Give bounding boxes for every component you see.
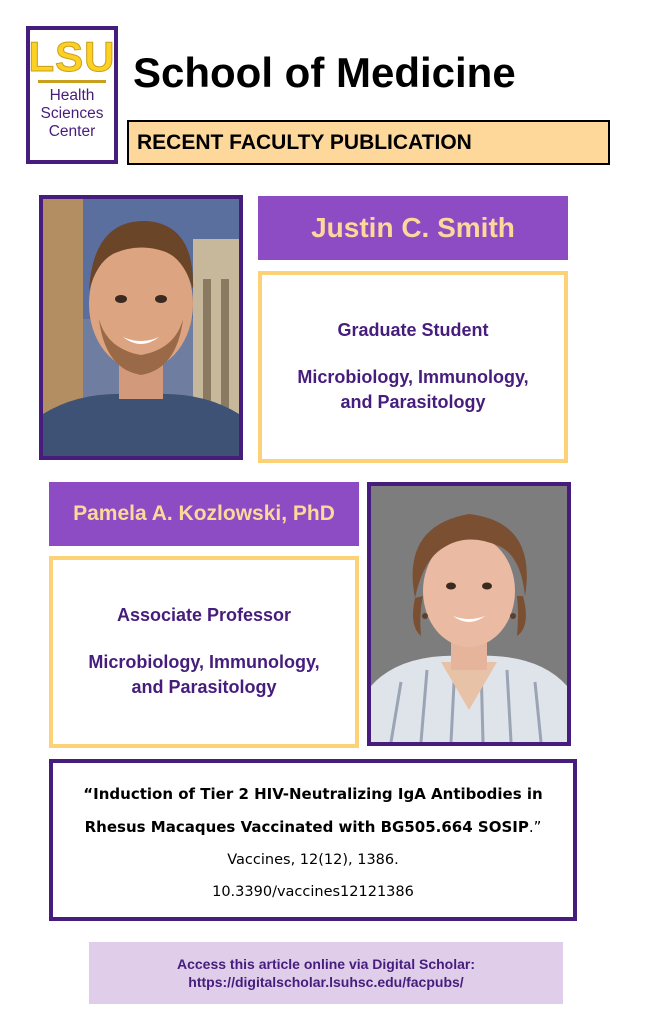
logo-rule: [38, 80, 106, 83]
citation-journal: Vaccines, 12(12), 1386.: [227, 852, 399, 868]
author1-name-bar: [258, 196, 568, 260]
author2-department: [88, 650, 319, 700]
author2-dept-line1: Microbiology, Immunology,: [88, 651, 320, 672]
author2-name-bar: [49, 482, 359, 546]
logo-abbr: LSU: [28, 33, 116, 80]
publication-banner: RECENT FACULTY PUBLICATION: [127, 120, 610, 165]
citation-doi[interactable]: 10.3390/vaccines12121386: [212, 884, 414, 900]
logo-text: [41, 87, 104, 141]
citation-title-line2-text: Rhesus Macaques Vaccinated with BG505.664 SOSIP: [84, 818, 529, 836]
author1-photo: [39, 195, 243, 460]
access-text: Access this article online via Digital Scholar:: [177, 956, 475, 972]
access-link[interactable]: https://digitalscholar.lsuhsc.edu/facpubs/: [188, 974, 464, 990]
author2-position: Associate Professor: [116, 604, 292, 625]
author1-dept-line2: and Parasitology: [340, 391, 486, 412]
author1-position: Graduate Student: [337, 319, 489, 340]
citation-title-line2: [53, 818, 573, 836]
author1-department: [297, 365, 528, 415]
author1-name: Justin C. Smith: [311, 212, 515, 243]
citation-title-end: .”: [528, 818, 542, 836]
lsu-logo: [26, 26, 118, 164]
logo-line-3: Center: [48, 123, 96, 140]
author2-dept-line2: and Parasitology: [131, 676, 277, 697]
logo-line-1: Health: [49, 87, 95, 104]
logo-line-2: Sciences: [40, 105, 104, 122]
author2-info-box: [49, 556, 359, 748]
author2-photo: [367, 482, 571, 746]
page-title: School of Medicine: [133, 49, 516, 96]
author2-portrait: [371, 486, 567, 742]
citation-box: [49, 759, 577, 921]
author1-dept-line1: Microbiology, Immunology,: [297, 366, 529, 387]
author1-portrait: [43, 199, 239, 456]
author1-info-box: [258, 271, 568, 463]
author2-name: Pamela A. Kozlowski, PhD: [73, 502, 335, 525]
citation-title-line1: “Induction of Tier 2 HIV-Neutralizing IgA Antibodies in: [83, 785, 543, 803]
access-box: [89, 942, 563, 1004]
